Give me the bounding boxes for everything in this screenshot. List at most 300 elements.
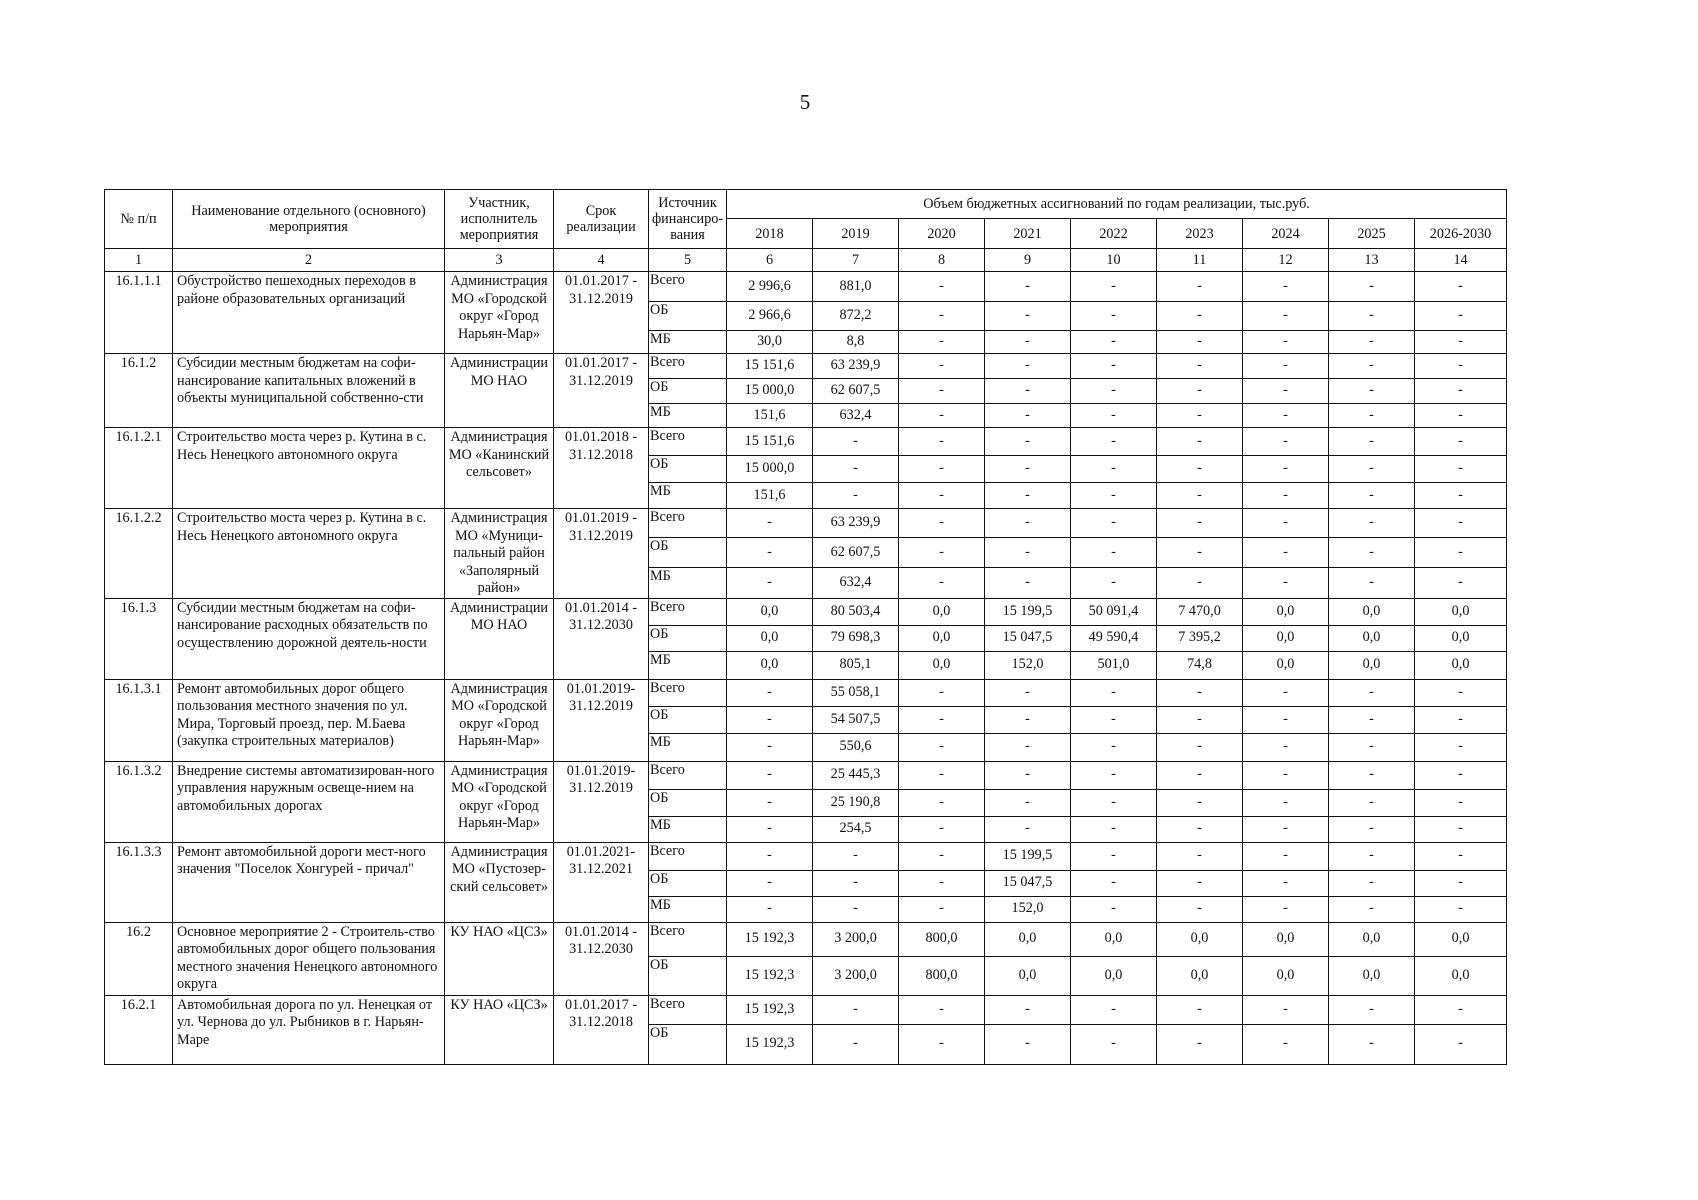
activity-term: 01.01.2019- 31.12.2019 xyxy=(554,761,649,842)
budget-value: - xyxy=(1071,331,1157,354)
budget-value: 79 698,3 xyxy=(813,625,899,651)
budget-value: 0,0 xyxy=(899,651,985,679)
budget-value: - xyxy=(985,706,1071,733)
budget-value: - xyxy=(813,870,899,896)
budget-value: - xyxy=(1415,272,1507,302)
budget-value: - xyxy=(985,1024,1071,1064)
budget-value: - xyxy=(1329,733,1415,761)
budget-value: - xyxy=(1157,870,1243,896)
budget-value: - xyxy=(899,538,985,568)
activity-name: Ремонт автомобильной дороги мест-ного значения "Поселок Хонгурей - причал" xyxy=(173,842,445,922)
budget-value: 2 996,6 xyxy=(727,272,813,302)
budget-value: 0,0 xyxy=(1243,598,1329,625)
budget-value: - xyxy=(1415,404,1507,428)
budget-value: - xyxy=(985,428,1071,456)
budget-value: 0,0 xyxy=(1415,956,1507,995)
budget-value: - xyxy=(1415,995,1507,1024)
activity-name: Внедрение системы автоматизирован-ного управления наружным освеще-нием на автомобильных дорогах xyxy=(173,761,445,842)
budget-value: - xyxy=(1415,761,1507,789)
budget-value: 2 966,6 xyxy=(727,302,813,331)
column-number: 11 xyxy=(1157,249,1243,272)
row-number: 16.1.3.1 xyxy=(105,679,173,761)
budget-value: 3 200,0 xyxy=(813,956,899,995)
budget-value: 0,0 xyxy=(1415,625,1507,651)
budget-value: - xyxy=(1415,354,1507,379)
header-year: 2020 xyxy=(899,219,985,249)
funding-source: Всего xyxy=(649,922,727,956)
budget-value: - xyxy=(727,509,813,538)
budget-value: - xyxy=(1243,896,1329,922)
budget-value: - xyxy=(899,733,985,761)
funding-source: Всего xyxy=(649,272,727,302)
activity-term: 01.01.2018 - 31.12.2018 xyxy=(554,428,649,509)
budget-value: 7 395,2 xyxy=(1157,625,1243,651)
budget-value: - xyxy=(1157,761,1243,789)
budget-value: - xyxy=(1415,483,1507,509)
budget-value: - xyxy=(1243,816,1329,842)
budget-value: - xyxy=(727,789,813,816)
table-row xyxy=(105,598,1507,625)
column-number: 14 xyxy=(1415,249,1507,272)
budget-value: - xyxy=(813,1024,899,1064)
budget-value: - xyxy=(985,761,1071,789)
budget-value: - xyxy=(1415,379,1507,404)
budget-value: 25 190,8 xyxy=(813,789,899,816)
budget-value: - xyxy=(1071,816,1157,842)
funding-source: ОБ xyxy=(649,1024,727,1064)
funding-source: МБ xyxy=(649,483,727,509)
budget-value: 62 607,5 xyxy=(813,538,899,568)
activity-name: Субсидии местным бюджетам на софи-нансирование капитальных вложений в объекты муниципальной собственно-сти xyxy=(173,354,445,428)
budget-value: 152,0 xyxy=(985,896,1071,922)
budget-value: 15 192,3 xyxy=(727,995,813,1024)
budget-value: 0,0 xyxy=(1071,956,1157,995)
budget-value: 0,0 xyxy=(1329,922,1415,956)
row-number: 16.1.2.1 xyxy=(105,428,173,509)
budget-value: 0,0 xyxy=(1243,651,1329,679)
budget-value: - xyxy=(1157,568,1243,598)
column-number: 2 xyxy=(173,249,445,272)
column-number: 9 xyxy=(985,249,1071,272)
budget-value: 62 607,5 xyxy=(813,379,899,404)
budget-value: - xyxy=(985,789,1071,816)
budget-value: 151,6 xyxy=(727,404,813,428)
budget-value: - xyxy=(1157,896,1243,922)
budget-value: - xyxy=(1071,428,1157,456)
budget-value: - xyxy=(1329,789,1415,816)
budget-value: 7 470,0 xyxy=(1157,598,1243,625)
header-year: 2018 xyxy=(727,219,813,249)
funding-source: МБ xyxy=(649,896,727,922)
budget-value: 881,0 xyxy=(813,272,899,302)
table-row xyxy=(105,509,1507,538)
budget-value: - xyxy=(1329,1024,1415,1064)
budget-value: - xyxy=(1329,995,1415,1024)
budget-value: - xyxy=(1329,761,1415,789)
budget-value: - xyxy=(1071,896,1157,922)
budget-value: - xyxy=(1415,428,1507,456)
funding-source: МБ xyxy=(649,568,727,598)
budget-value: - xyxy=(813,428,899,456)
budget-value: - xyxy=(727,842,813,870)
budget-value: - xyxy=(1157,428,1243,456)
budget-value: - xyxy=(1329,379,1415,404)
table-row xyxy=(105,354,1507,379)
budget-value: - xyxy=(985,733,1071,761)
budget-value: - xyxy=(1071,354,1157,379)
budget-value: - xyxy=(899,568,985,598)
budget-value: 30,0 xyxy=(727,331,813,354)
activity-name: Строительство моста через р. Кутина в с. Несь Ненецкого автономного округа xyxy=(173,428,445,509)
budget-value: 0,0 xyxy=(1329,625,1415,651)
funding-source: ОБ xyxy=(649,379,727,404)
budget-value: 0,0 xyxy=(1415,651,1507,679)
budget-value: 0,0 xyxy=(985,956,1071,995)
budget-value: - xyxy=(1329,354,1415,379)
header-name: Наименование отдельного (основного) мероприятия xyxy=(173,190,445,249)
activity-term: 01.01.2017 - 31.12.2019 xyxy=(554,272,649,354)
budget-value: - xyxy=(1329,568,1415,598)
column-number: 5 xyxy=(649,249,727,272)
budget-value: 15 192,3 xyxy=(727,956,813,995)
budget-value: - xyxy=(1243,302,1329,331)
budget-value: - xyxy=(1415,842,1507,870)
budget-value: - xyxy=(899,509,985,538)
budget-value: 0,0 xyxy=(1157,956,1243,995)
budget-value: - xyxy=(1157,842,1243,870)
budget-value: 152,0 xyxy=(985,651,1071,679)
budget-value: - xyxy=(727,761,813,789)
budget-value: 0,0 xyxy=(1071,922,1157,956)
budget-value: 15 000,0 xyxy=(727,379,813,404)
activity-term: 01.01.2019 - 31.12.2019 xyxy=(554,509,649,599)
budget-value: - xyxy=(1071,272,1157,302)
budget-value: 15 047,5 xyxy=(985,870,1071,896)
budget-value: - xyxy=(1071,483,1157,509)
budget-value: - xyxy=(813,483,899,509)
budget-value: - xyxy=(899,331,985,354)
funding-source: ОБ xyxy=(649,302,727,331)
budget-value: - xyxy=(899,302,985,331)
table-row xyxy=(105,842,1507,870)
budget-value: 15 047,5 xyxy=(985,625,1071,651)
funding-source: ОБ xyxy=(649,789,727,816)
budget-value: - xyxy=(1243,404,1329,428)
funding-source: Всего xyxy=(649,354,727,379)
budget-value: - xyxy=(727,733,813,761)
budget-value: - xyxy=(1329,483,1415,509)
budget-value: - xyxy=(1329,896,1415,922)
budget-value: - xyxy=(1071,995,1157,1024)
column-number: 3 xyxy=(445,249,554,272)
budget-value: 8,8 xyxy=(813,331,899,354)
budget-value: - xyxy=(1243,483,1329,509)
budget-value: - xyxy=(985,354,1071,379)
funding-source: ОБ xyxy=(649,956,727,995)
funding-source: Всего xyxy=(649,428,727,456)
budget-value: - xyxy=(813,456,899,483)
budget-value: - xyxy=(1157,995,1243,1024)
budget-value: - xyxy=(1243,870,1329,896)
budget-value: 501,0 xyxy=(1071,651,1157,679)
funding-source: ОБ xyxy=(649,538,727,568)
activity-participant: Администрация МО «Городской округ «Город Нарьян-Мар» xyxy=(445,761,554,842)
row-number: 16.1.2 xyxy=(105,354,173,428)
budget-value: 550,6 xyxy=(813,733,899,761)
budget-value: 0,0 xyxy=(1329,651,1415,679)
header-participant: Участник, исполнитель мероприятия xyxy=(445,190,554,249)
activity-term: 01.01.2017 - 31.12.2018 xyxy=(554,995,649,1064)
budget-value: 0,0 xyxy=(1329,598,1415,625)
budget-value: - xyxy=(1415,456,1507,483)
budget-allocation-table xyxy=(104,189,1507,1065)
budget-value: - xyxy=(1415,896,1507,922)
budget-value: - xyxy=(1243,331,1329,354)
row-number: 16.1.3 xyxy=(105,598,173,679)
header-year: 2023 xyxy=(1157,219,1243,249)
budget-value: 0,0 xyxy=(727,625,813,651)
budget-value: - xyxy=(1415,302,1507,331)
budget-value: - xyxy=(1329,870,1415,896)
budget-value: - xyxy=(1071,761,1157,789)
budget-value: 0,0 xyxy=(1415,598,1507,625)
header-year: 2021 xyxy=(985,219,1071,249)
budget-value: - xyxy=(899,679,985,706)
budget-value: - xyxy=(1329,404,1415,428)
funding-source: МБ xyxy=(649,331,727,354)
budget-value: - xyxy=(899,456,985,483)
budget-value: - xyxy=(1157,404,1243,428)
funding-source: Всего xyxy=(649,598,727,625)
budget-value: 15 199,5 xyxy=(985,842,1071,870)
funding-source: Всего xyxy=(649,679,727,706)
header-source: Источник финансиро-вания xyxy=(649,190,727,249)
funding-source: ОБ xyxy=(649,456,727,483)
budget-value: - xyxy=(1329,456,1415,483)
budget-value: - xyxy=(1243,428,1329,456)
table-row xyxy=(105,922,1507,956)
budget-value: 74,8 xyxy=(1157,651,1243,679)
funding-source: Всего xyxy=(649,509,727,538)
activity-name: Автомобильная дорога по ул. Ненецкая от ул. Чернова до ул. Рыбников в г. Нарьян-Маре xyxy=(173,995,445,1064)
budget-value: - xyxy=(899,379,985,404)
budget-value: 15 192,3 xyxy=(727,922,813,956)
budget-value: - xyxy=(1071,302,1157,331)
budget-value: - xyxy=(813,842,899,870)
budget-value: - xyxy=(985,509,1071,538)
header-year: 2025 xyxy=(1329,219,1415,249)
budget-value: - xyxy=(1415,870,1507,896)
budget-value: - xyxy=(899,816,985,842)
budget-value: - xyxy=(1157,331,1243,354)
activity-participant: КУ НАО «ЦСЗ» xyxy=(445,995,554,1064)
budget-value: 0,0 xyxy=(727,598,813,625)
budget-value: - xyxy=(1415,1024,1507,1064)
header-year: 2026-2030 xyxy=(1415,219,1507,249)
budget-value: - xyxy=(1157,354,1243,379)
budget-value: - xyxy=(1415,789,1507,816)
budget-value: - xyxy=(1243,842,1329,870)
column-number: 10 xyxy=(1071,249,1157,272)
activity-name: Строительство моста через р. Кутина в с. Несь Ненецкого автономного округа xyxy=(173,509,445,599)
budget-value: - xyxy=(1329,706,1415,733)
budget-value: - xyxy=(985,302,1071,331)
budget-value: 0,0 xyxy=(1243,956,1329,995)
budget-value: 0,0 xyxy=(899,625,985,651)
budget-value: - xyxy=(1157,816,1243,842)
budget-value: 151,6 xyxy=(727,483,813,509)
budget-value: - xyxy=(1071,404,1157,428)
budget-value: - xyxy=(1071,733,1157,761)
budget-value: - xyxy=(1071,538,1157,568)
budget-value: 0,0 xyxy=(727,651,813,679)
table-row xyxy=(105,428,1507,456)
budget-value: - xyxy=(1243,568,1329,598)
budget-value: - xyxy=(1243,509,1329,538)
budget-value: - xyxy=(1329,302,1415,331)
budget-value: - xyxy=(1243,706,1329,733)
column-number: 13 xyxy=(1329,249,1415,272)
budget-value: - xyxy=(1415,509,1507,538)
budget-value: 54 507,5 xyxy=(813,706,899,733)
column-number: 4 xyxy=(554,249,649,272)
budget-value: - xyxy=(1329,509,1415,538)
budget-value: 0,0 xyxy=(1415,922,1507,956)
budget-value: - xyxy=(1157,706,1243,733)
budget-value: - xyxy=(899,404,985,428)
budget-value: - xyxy=(985,404,1071,428)
budget-value: - xyxy=(899,272,985,302)
budget-value: 0,0 xyxy=(899,598,985,625)
budget-value: - xyxy=(1157,1024,1243,1064)
budget-value: - xyxy=(813,995,899,1024)
activity-name: Обустройство пешеходных переходов в районе образовательных организаций xyxy=(173,272,445,354)
column-number: 12 xyxy=(1243,249,1329,272)
funding-source: Всего xyxy=(649,761,727,789)
header-num: № п/п xyxy=(105,190,173,249)
budget-value: - xyxy=(899,483,985,509)
budget-value: - xyxy=(1243,538,1329,568)
funding-source: МБ xyxy=(649,404,727,428)
budget-value: - xyxy=(1415,568,1507,598)
header-year: 2024 xyxy=(1243,219,1329,249)
activity-name: Ремонт автомобильных дорог общего пользования местного значения по ул. Мира, Торговый проезд, пер. М.Баева (закупка строительных материалов) xyxy=(173,679,445,761)
budget-value: 15 199,5 xyxy=(985,598,1071,625)
funding-source: МБ xyxy=(649,733,727,761)
budget-value: - xyxy=(1157,456,1243,483)
budget-value: - xyxy=(1415,538,1507,568)
header-year: 2022 xyxy=(1071,219,1157,249)
budget-value: - xyxy=(727,706,813,733)
budget-value: 800,0 xyxy=(899,922,985,956)
funding-source: ОБ xyxy=(649,706,727,733)
activity-participant: Администрации МО НАО xyxy=(445,354,554,428)
budget-value: - xyxy=(985,995,1071,1024)
budget-value: - xyxy=(1071,870,1157,896)
budget-value: - xyxy=(1415,733,1507,761)
budget-value: - xyxy=(727,816,813,842)
budget-value: 3 200,0 xyxy=(813,922,899,956)
activity-name: Субсидии местным бюджетам на софи-нансирование расходных обязательств по осуществлению дорожной деятель-ности xyxy=(173,598,445,679)
budget-value: - xyxy=(985,272,1071,302)
budget-value: - xyxy=(899,789,985,816)
budget-value: - xyxy=(1157,302,1243,331)
activity-term: 01.01.2017 - 31.12.2019 xyxy=(554,354,649,428)
activity-participant: Администрация МО «Канинский сельсовет» xyxy=(445,428,554,509)
budget-value: 50 091,4 xyxy=(1071,598,1157,625)
budget-value: 63 239,9 xyxy=(813,509,899,538)
budget-value: 254,5 xyxy=(813,816,899,842)
budget-value: - xyxy=(1243,456,1329,483)
budget-value: - xyxy=(1157,679,1243,706)
budget-value: 805,1 xyxy=(813,651,899,679)
budget-value: - xyxy=(1071,379,1157,404)
budget-value: - xyxy=(1329,428,1415,456)
budget-value: - xyxy=(727,538,813,568)
budget-value: - xyxy=(985,379,1071,404)
budget-value: 15 000,0 xyxy=(727,456,813,483)
budget-value: - xyxy=(1243,789,1329,816)
budget-value: - xyxy=(899,1024,985,1064)
budget-value: - xyxy=(1071,568,1157,598)
table-row xyxy=(105,272,1507,302)
budget-value: - xyxy=(899,896,985,922)
budget-value: - xyxy=(1329,842,1415,870)
budget-value: 15 151,6 xyxy=(727,428,813,456)
row-number: 16.1.3.2 xyxy=(105,761,173,842)
budget-value: - xyxy=(1243,761,1329,789)
activity-term: 01.01.2021- 31.12.2021 xyxy=(554,842,649,922)
page-number: 5 xyxy=(799,90,811,114)
budget-value: - xyxy=(1329,538,1415,568)
budget-value: 0,0 xyxy=(1157,922,1243,956)
budget-value: - xyxy=(1415,331,1507,354)
budget-value: - xyxy=(899,354,985,379)
activity-term: 01.01.2014 - 31.12.2030 xyxy=(554,598,649,679)
budget-value: 632,4 xyxy=(813,404,899,428)
budget-value: 800,0 xyxy=(899,956,985,995)
budget-value: 0,0 xyxy=(985,922,1071,956)
budget-value: 15 192,3 xyxy=(727,1024,813,1064)
budget-value: - xyxy=(1415,816,1507,842)
budget-value: - xyxy=(985,331,1071,354)
table-row xyxy=(105,679,1507,706)
header-term: Срок реализации xyxy=(554,190,649,249)
budget-value: - xyxy=(1329,679,1415,706)
budget-value: 49 590,4 xyxy=(1071,625,1157,651)
budget-value: - xyxy=(1071,789,1157,816)
budget-value: 632,4 xyxy=(813,568,899,598)
budget-value: - xyxy=(985,538,1071,568)
funding-source: ОБ xyxy=(649,625,727,651)
row-number: 16.1.1.1 xyxy=(105,272,173,354)
budget-value: - xyxy=(727,679,813,706)
budget-value: - xyxy=(899,870,985,896)
row-number: 16.1.3.3 xyxy=(105,842,173,922)
activity-term: 01.01.2019- 31.12.2019 xyxy=(554,679,649,761)
funding-source: Всего xyxy=(649,995,727,1024)
budget-value: - xyxy=(1071,456,1157,483)
funding-source: МБ xyxy=(649,816,727,842)
activity-participant: Администрация МО «Пустозер-ский сельсовет» xyxy=(445,842,554,922)
activity-term: 01.01.2014 - 31.12.2030 xyxy=(554,922,649,995)
budget-value: - xyxy=(1243,1024,1329,1064)
table-row xyxy=(105,995,1507,1024)
budget-value: - xyxy=(1157,538,1243,568)
budget-value: - xyxy=(1415,679,1507,706)
budget-value: - xyxy=(727,568,813,598)
budget-value: - xyxy=(985,483,1071,509)
